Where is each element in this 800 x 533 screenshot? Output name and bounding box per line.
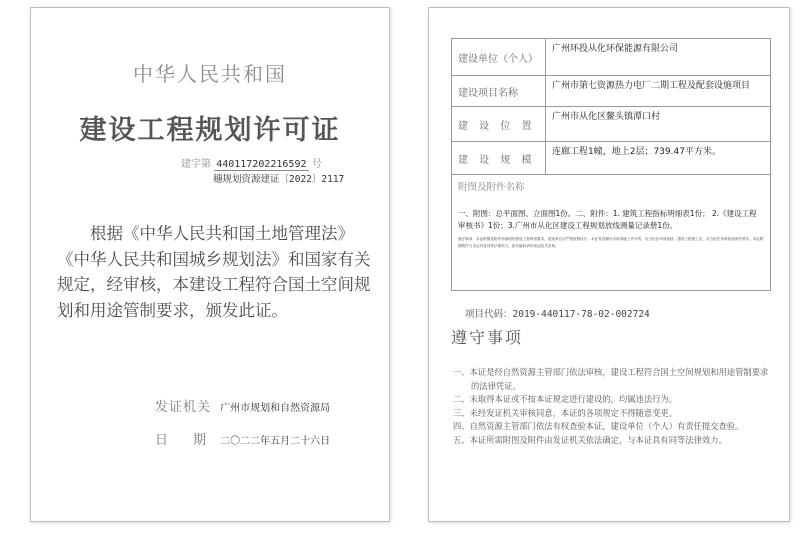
row-value: 广州市从化区鳌头镇潭口村: [552, 112, 661, 122]
permit-number-line: [181, 155, 322, 171]
table-row: [452, 76, 770, 107]
list-item: 二、未取得本证或不按本证规定进行建设的，均属违法行为。: [453, 394, 678, 404]
project-code: 项目代码：2019-440117-78-02-002724: [465, 309, 650, 320]
issuer-label: 发证机关: [155, 400, 212, 415]
permit-statement: 根据《中华人民共和国土地管理法》《中华人民共和国城乡规划法》和国家有关规定，经审核，本建设工程符合国土空间规划和用途管制要求，颁发此证。: [57, 224, 371, 320]
attachments-label: 附图及附件名称: [458, 182, 525, 193]
page-title: 建设工程规划许可证: [79, 115, 341, 146]
country-name: 中华人民共和国: [133, 62, 287, 86]
issuer-value: 广州市规划和自然资源局: [220, 403, 331, 414]
notes-list: [453, 366, 773, 447]
attachments-text: 一、附图：总平面图、立面图1份。二、附件：1. 建筑工程指标明细表1份； 2.《建设工程审核书》1份；3.广州市从化区建设工程规划放线测量记录册1份。: [458, 209, 757, 230]
date-value: 二〇二二年五月二十六日: [220, 436, 331, 447]
table-row: [452, 39, 770, 76]
list-item: 一、本证是经自然资源主管部门依法审核，建设工程符合国土空间规划和用途管制要求的法律凭证。: [453, 367, 769, 391]
project-info-table: [451, 38, 771, 291]
permit-number: 440117202216592: [216, 159, 307, 170]
row-value: 连廊工程1幢，地上2层；739.47平方米。: [552, 147, 721, 157]
attachments-cell: [452, 175, 770, 290]
permit-details-page: [428, 7, 790, 522]
list-item: 四、自然资源主管部门依法有权查验本证，建设单位（个人）有责任提交查验。: [453, 421, 744, 431]
permit-suffix: 号: [311, 159, 322, 170]
list-item: 五、本证所需附图及附件由发证机关依法确定，与本证具有同等法律效力。: [453, 434, 727, 445]
permit-cover-page: [30, 7, 390, 522]
date-row: [155, 429, 330, 448]
row-label: 建 设 位 置: [452, 107, 546, 141]
date-label: 日期: [155, 433, 232, 448]
row-value: 广州市第七资源热力电厂二期工程及配套设施项目: [552, 81, 751, 91]
row-label: 建设单位（个人）: [452, 39, 546, 75]
list-item: 三、未经发证机关审核同意，本证的各项规定不得随意变更。: [453, 407, 678, 418]
attachments-fine-print: 遵守事项：本证附图及附件所载明的建设工程规划要求，建设单位应严格按照执行；本证有效期内未取得施工许可的，应当依法申请延续；建设工程竣工后，应当依法申请规划条件核实；本证附图附件与本证具有同等法律效力，如有疑问请向发证机关咨询。: [458, 237, 764, 248]
row-label: 建设项目名称: [452, 76, 546, 106]
permit-prefix: 建字第: [181, 159, 211, 170]
table-row: [452, 107, 770, 142]
permit-reference: 穗规划资源建证〔2022〕2117: [213, 174, 345, 185]
table-row: [452, 142, 770, 175]
issuer-row: [155, 396, 330, 415]
notes-title: 遵守事项: [451, 328, 524, 347]
row-label: 建 设 规 模: [452, 142, 546, 174]
row-value: 广州环投从化环保能源有限公司: [552, 44, 679, 54]
